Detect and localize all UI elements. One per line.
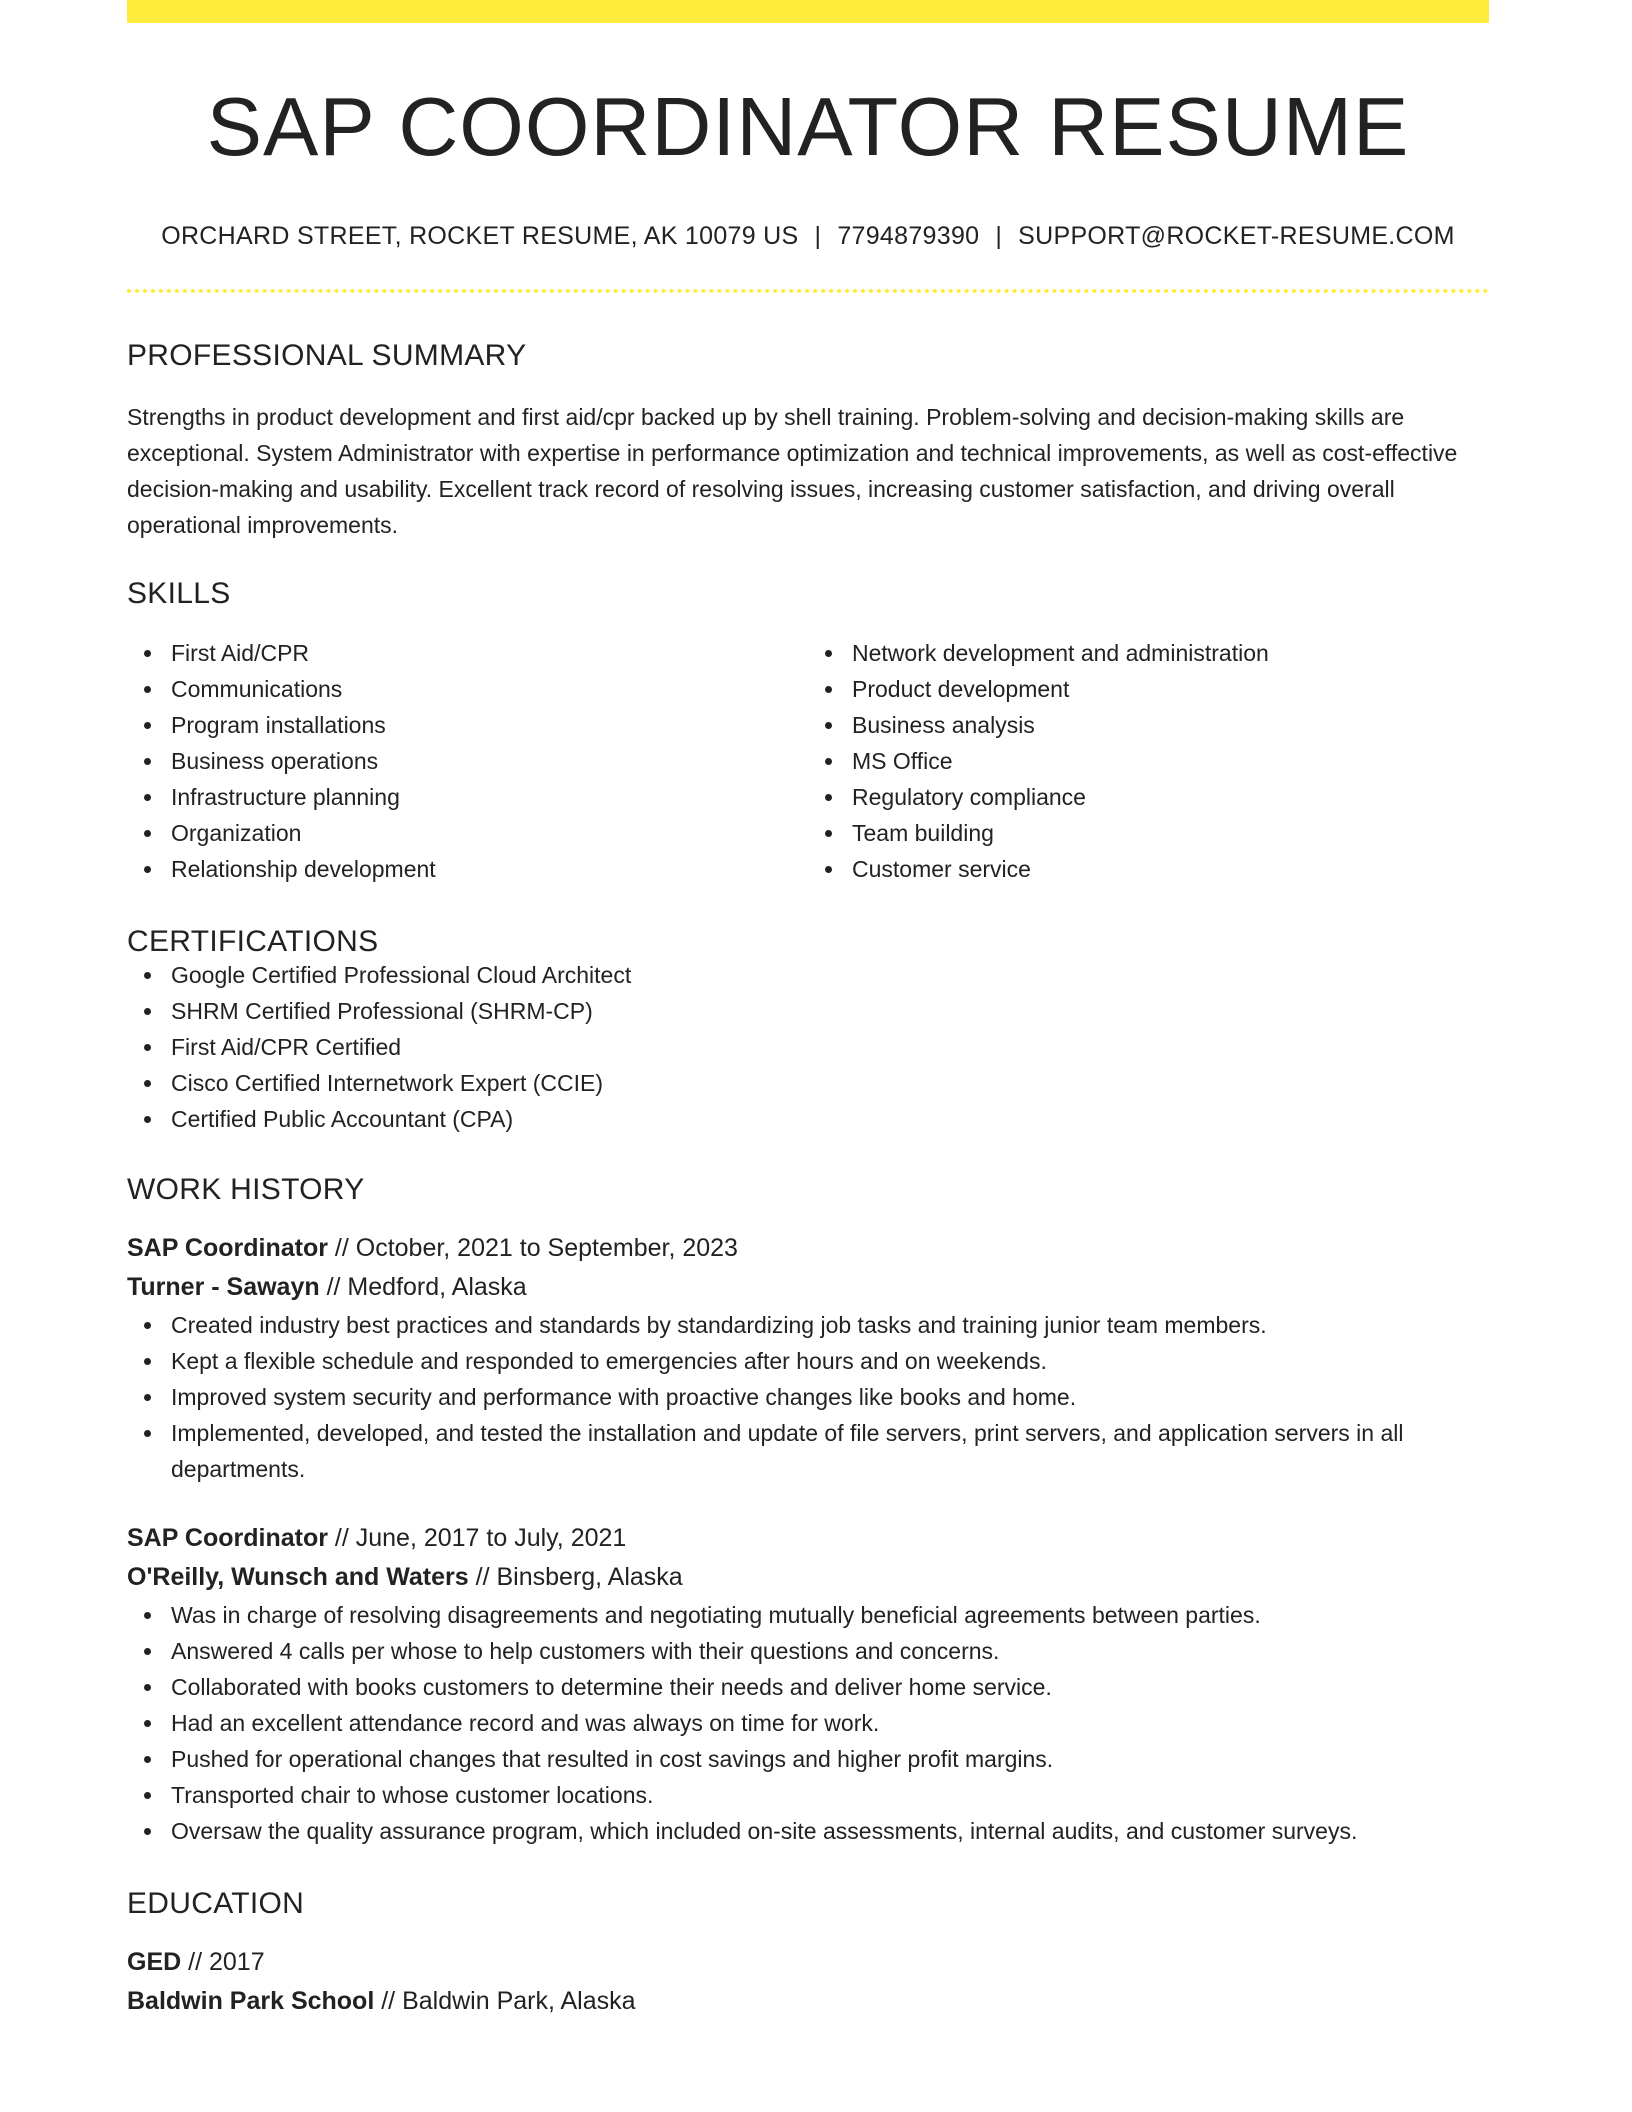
job-duty: Implemented, developed, and tested the installation and update of file servers, print servers, and application servers in all departments. (171, 1415, 1489, 1487)
contact-line (127, 224, 1489, 249)
education-degree-line (127, 1943, 1489, 1982)
job-title-line (127, 1519, 1489, 1558)
job-duty: Collaborated with books customers to determine their needs and deliver home service. (171, 1669, 1489, 1705)
contact-email: SUPPORT@ROCKET-RESUME.COM (1018, 222, 1455, 250)
contact-separator: | (995, 222, 1003, 250)
work-history-heading: WORK HISTORY (127, 1173, 365, 1206)
job-location: // Binsberg, Alaska (475, 1563, 683, 1591)
contact-separator: | (814, 222, 822, 250)
job-company: Turner - Sawayn (127, 1273, 320, 1301)
certification-item: SHRM Certified Professional (SHRM-CP) (171, 993, 1489, 1029)
certification-item: Cisco Certified Internetwork Expert (CCIE) (171, 1065, 1489, 1101)
certifications-list (127, 957, 1489, 1137)
job-company-line (127, 1558, 1489, 1597)
job-duties-list (127, 1597, 1489, 1849)
job-dates: // June, 2017 to July, 2021 (334, 1524, 627, 1552)
education-heading: EDUCATION (127, 1887, 305, 1920)
resume-page (127, 0, 1489, 2021)
skills-column-right (808, 635, 1489, 887)
certifications-heading: CERTIFICATIONS (127, 925, 379, 958)
job-duty: Oversaw the quality assurance program, which included on-site assessments, internal audits, and customer surveys. (171, 1813, 1489, 1849)
skill-item: Program installations (171, 707, 808, 743)
job-role: SAP Coordinator (127, 1234, 328, 1262)
summary-text: Strengths in product development and first aid/cpr backed up by shell training. Problem-solving and decision-making skills are exceptional. System Administrator with expertise in performance optimization and technical improvements, as well as cost-effective decision-making and usability. Excellent track record of resolving issues, increasing customer satisfaction, and driving overall operational improvements. (127, 404, 1458, 538)
education-year: // 2017 (188, 1948, 265, 1976)
education-degree: GED (127, 1948, 182, 1976)
dotted-divider (127, 289, 1489, 293)
skill-item: Network development and administration (852, 635, 1489, 671)
job-dates: // October, 2021 to September, 2023 (334, 1234, 738, 1262)
certification-item: First Aid/CPR Certified (171, 1029, 1489, 1065)
job-duty: Pushed for operational changes that resulted in cost savings and higher profit margins. (171, 1741, 1489, 1777)
job-title-line (127, 1229, 1489, 1268)
skill-item: Business analysis (852, 707, 1489, 743)
skill-item: Infrastructure planning (171, 779, 808, 815)
certification-item: Certified Public Accountant (CPA) (171, 1101, 1489, 1137)
skills-list (127, 635, 1489, 887)
job-company-line (127, 1268, 1489, 1307)
skill-item: Product development (852, 671, 1489, 707)
skills-heading: SKILLS (127, 577, 231, 610)
skill-item: First Aid/CPR (171, 635, 808, 671)
job-duty: Kept a flexible schedule and responded to emergencies after hours and on weekends. (171, 1343, 1489, 1379)
job-duty: Had an excellent attendance record and was always on time for work. (171, 1705, 1489, 1741)
certification-item: Google Certified Professional Cloud Architect (171, 957, 1489, 993)
job-duty: Was in charge of resolving disagreements and negotiating mutually beneficial agreements between parties. (171, 1597, 1489, 1633)
summary-heading: PROFESSIONAL SUMMARY (127, 339, 527, 372)
contact-phone: 7794879390 (837, 222, 980, 250)
accent-top-bar (127, 0, 1489, 23)
skill-item: Regulatory compliance (852, 779, 1489, 815)
education-location: // Baldwin Park, Alaska (381, 1987, 636, 2015)
skill-item: Business operations (171, 743, 808, 779)
skill-item: MS Office (852, 743, 1489, 779)
skill-item: Relationship development (171, 851, 808, 887)
job-company: O'Reilly, Wunsch and Waters (127, 1563, 469, 1591)
skill-item: Organization (171, 815, 808, 851)
job-role: SAP Coordinator (127, 1524, 328, 1552)
job-duty: Improved system security and performance with proactive changes like books and home. (171, 1379, 1489, 1415)
skill-item: Team building (852, 815, 1489, 851)
education-school: Baldwin Park School (127, 1987, 375, 2015)
job-location: // Medford, Alaska (326, 1273, 527, 1301)
resume-title: SAP COORDINATOR RESUME (206, 80, 1410, 173)
skills-column-left (127, 635, 808, 887)
job-duty: Answered 4 calls per whose to help customers with their questions and concerns. (171, 1633, 1489, 1669)
job-duty: Created industry best practices and standards by standardizing job tasks and training junior team members. (171, 1307, 1489, 1343)
job-duties-list (127, 1307, 1489, 1487)
contact-address: ORCHARD STREET, ROCKET RESUME, AK 10079 US (161, 222, 799, 250)
education-school-line (127, 1982, 1489, 2021)
skill-item: Communications (171, 671, 808, 707)
job-duty: Transported chair to whose customer locations. (171, 1777, 1489, 1813)
skill-item: Customer service (852, 851, 1489, 887)
